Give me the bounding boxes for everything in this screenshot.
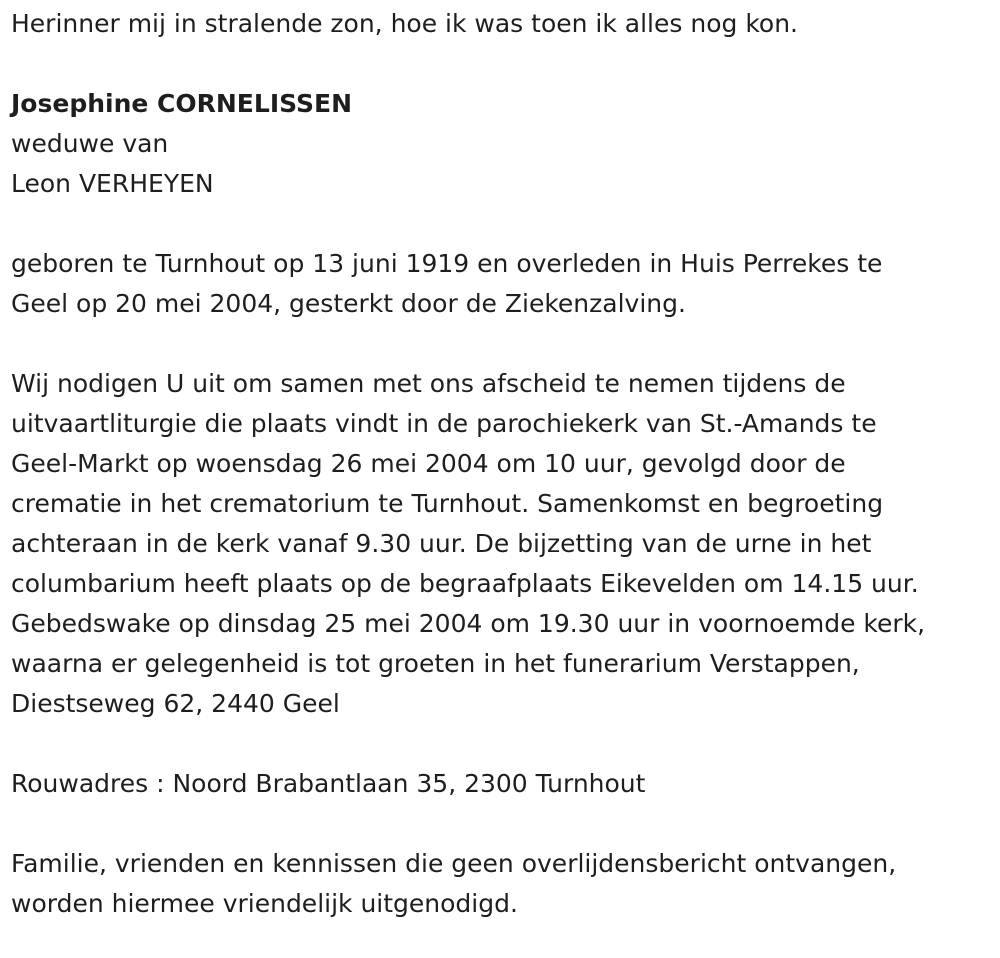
obituary-notice: [11, 4, 991, 924]
invitation-line: Diestseweg 62, 2440 Geel: [11, 689, 340, 718]
spouse-name: Leon VERHEYEN: [11, 169, 214, 198]
spacer: [11, 204, 991, 244]
spacer: [11, 44, 991, 84]
closing-line: worden hiermee vriendelijk uitgenodigd.: [11, 889, 518, 918]
spacer: [11, 804, 991, 844]
spacer: [11, 724, 991, 764]
birth-death-line: geboren te Turnhout op 13 juni 1919 en overleden in Huis Perrekes te: [11, 249, 883, 278]
closing-line: Familie, vrienden en kennissen die geen overlijdensbericht ontvangen,: [11, 849, 897, 878]
invitation-line: achteraan in de kerk vanaf 9.30 uur. De bijzetting van de urne in het: [11, 529, 872, 558]
motto: Herinner mij in stralende zon, hoe ik was toen ik alles nog kon.: [11, 9, 798, 38]
relation-label: weduwe van: [11, 129, 169, 158]
invitation-line: columbarium heeft plaats op de begraafplaats Eikevelden om 14.15 uur.: [11, 569, 919, 598]
deceased-name: Josephine CORNELISSEN: [11, 89, 353, 118]
invitation-line: Gebedswake op dinsdag 25 mei 2004 om 19.30 uur in voornoemde kerk,: [11, 609, 926, 638]
invitation-line: crematie in het crematorium te Turnhout. Samenkomst en begroeting: [11, 489, 884, 518]
invitation-line: waarna er gelegenheid is tot groeten in het funerarium Verstappen,: [11, 649, 860, 678]
spacer: [11, 324, 991, 364]
invitation-line: uitvaartliturgie die plaats vindt in de parochiekerk van St.-Amands te: [11, 409, 877, 438]
birth-death-line: Geel op 20 mei 2004, gesterkt door de Ziekenzalving.: [11, 289, 686, 318]
invitation-line: Geel-Markt op woensdag 26 mei 2004 om 10 uur, gevolgd door de: [11, 449, 846, 478]
invitation-line: Wij nodigen U uit om samen met ons afscheid te nemen tijdens de: [11, 369, 846, 398]
mourning-address: Rouwadres : Noord Brabantlaan 35, 2300 Turnhout: [11, 769, 646, 798]
